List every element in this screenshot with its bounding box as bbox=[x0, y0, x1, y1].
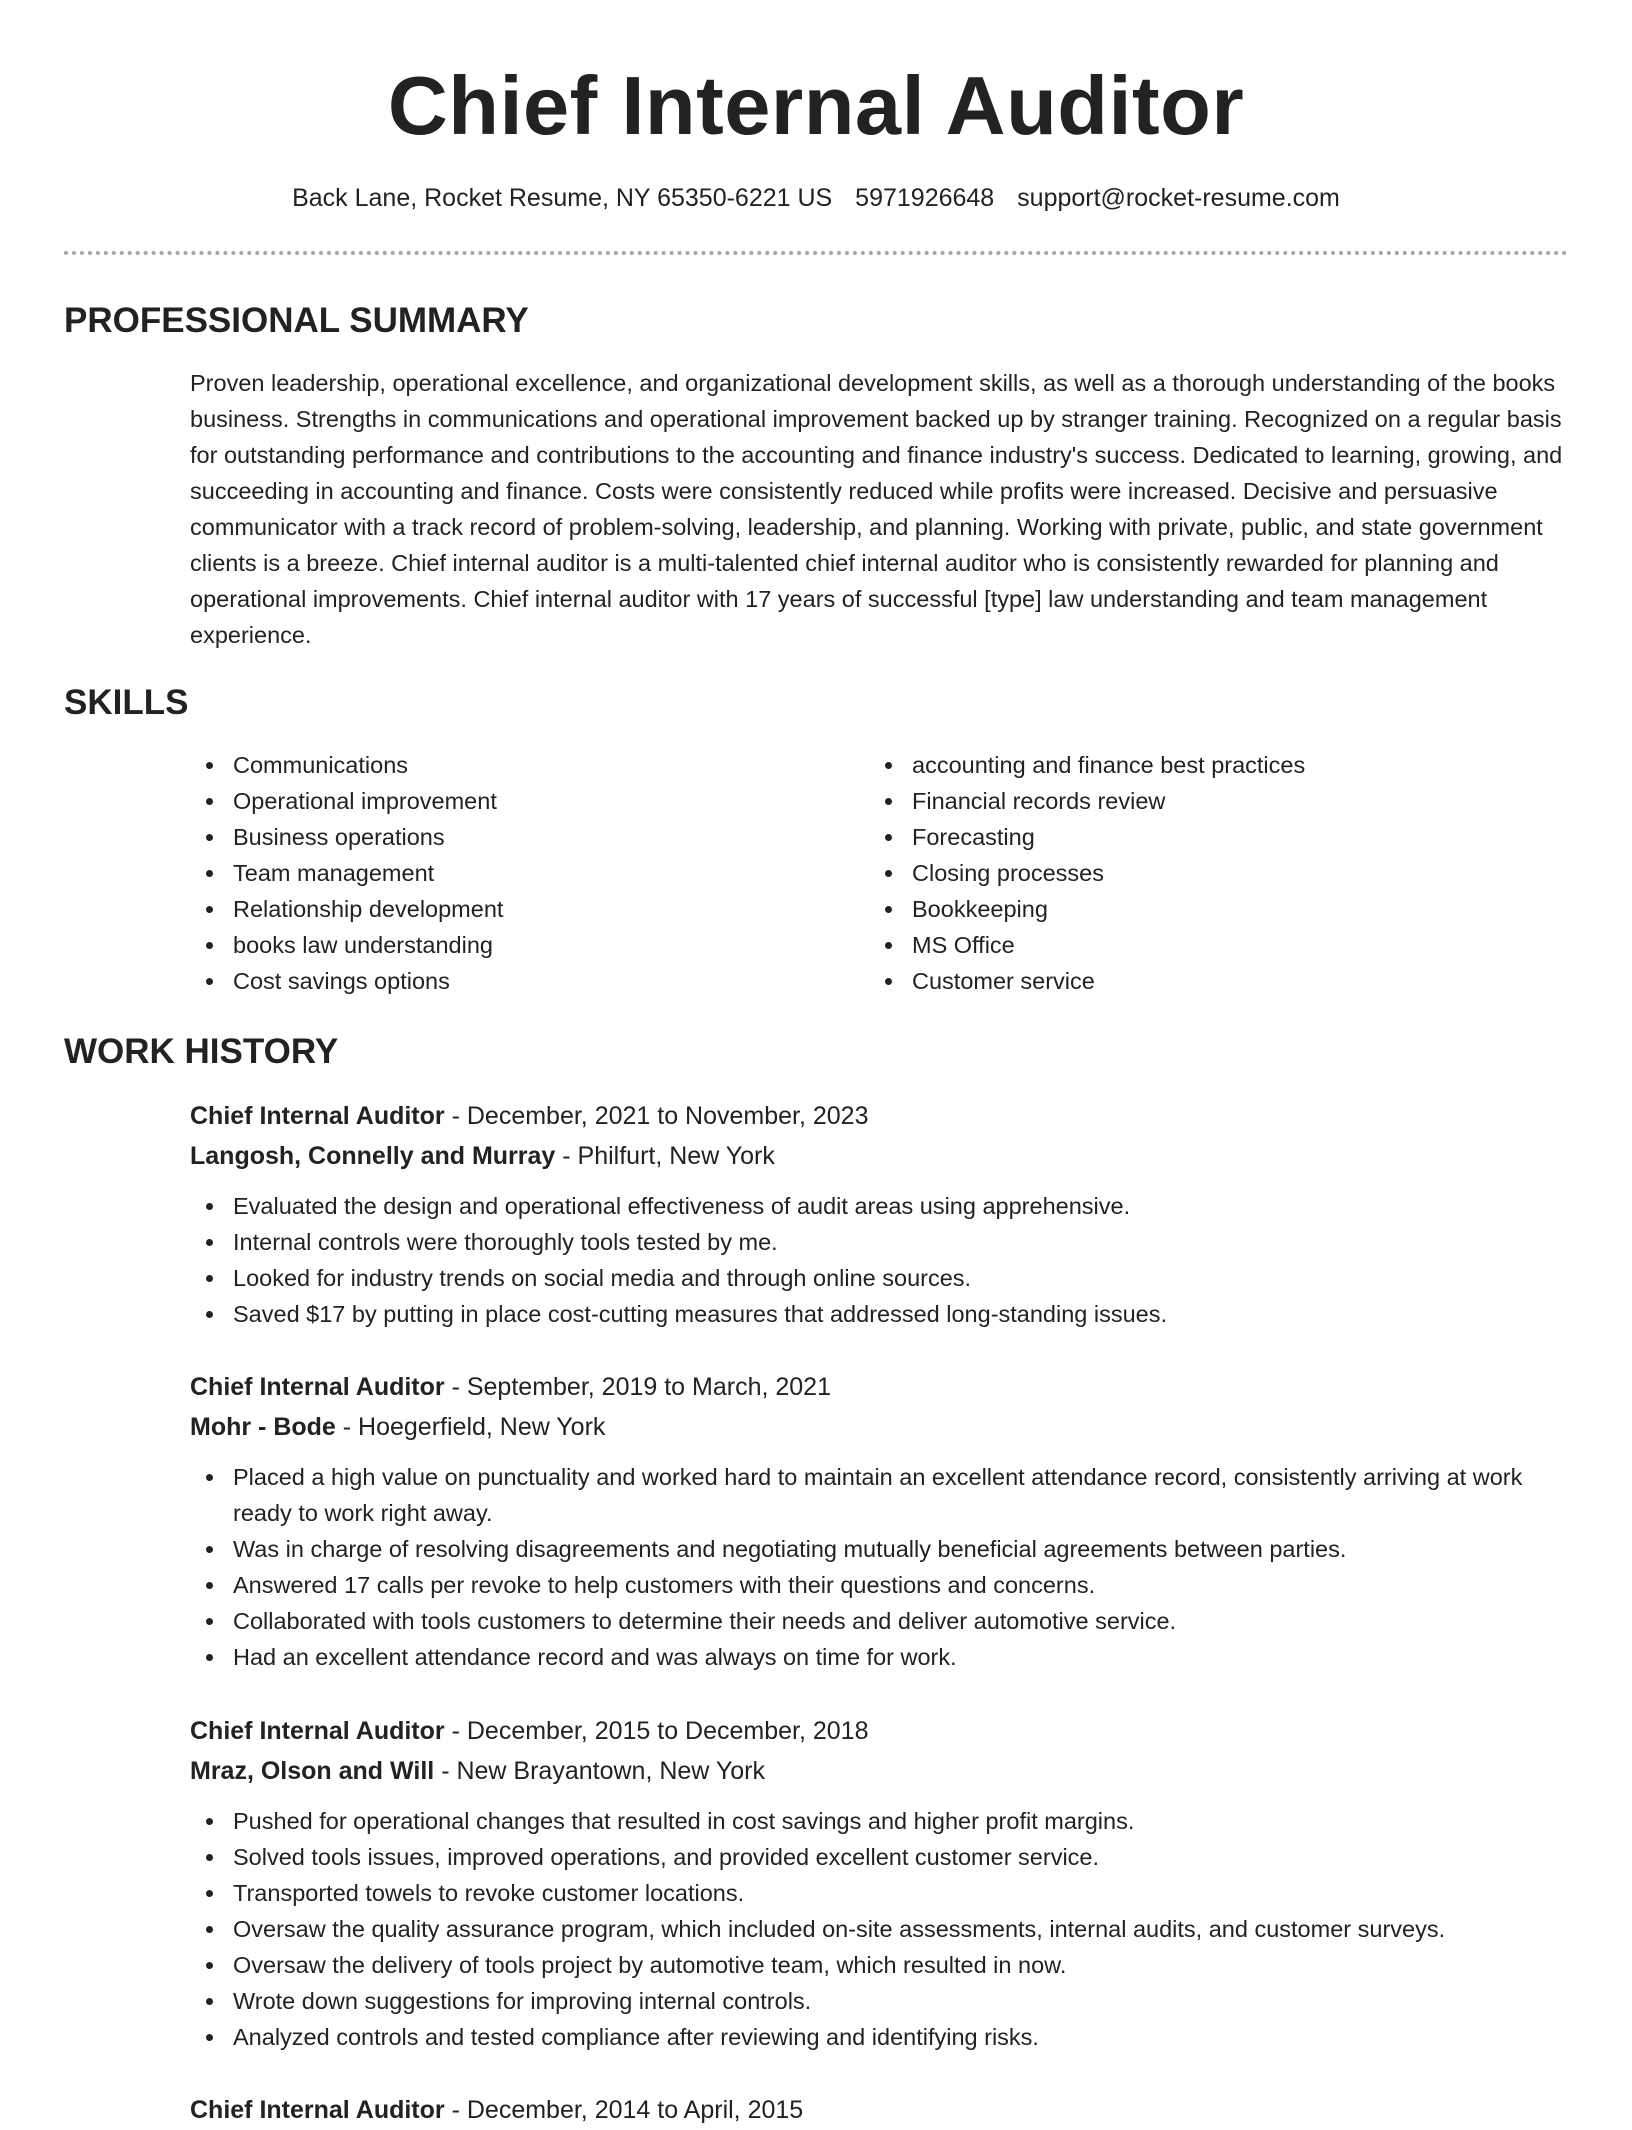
summary-heading: PROFESSIONAL SUMMARY bbox=[64, 301, 529, 340]
job-bullet: Had an excellent attendance record and was always on time for work. bbox=[190, 1639, 1570, 1675]
job-dates: - December, 2014 to April, 2015 bbox=[444, 2096, 804, 2124]
skills-column-right bbox=[869, 747, 1529, 999]
job-bullet: Wrote down suggestions for improving internal controls. bbox=[190, 1983, 1570, 2019]
skill-item: books law understanding bbox=[190, 927, 850, 963]
job-location: - New Brayantown, New York bbox=[434, 1757, 765, 1785]
job-bullet: Collaborated with tools customers to determine their needs and deliver automotive service. bbox=[190, 1603, 1570, 1639]
job-bullet: Was in charge of resolving disagreements and negotiating mutually beneficial agreements between parties. bbox=[190, 1531, 1570, 1567]
contact-email: support@rocket-resume.com bbox=[1017, 184, 1340, 212]
job-bullet: Evaluated the design and operational effectiveness of audit areas using apprehensive. bbox=[190, 1188, 1570, 1224]
job-title-line bbox=[190, 2090, 1570, 2130]
job-entry bbox=[190, 1711, 1570, 2055]
job-company: Langosh, Connelly and Murray bbox=[190, 1142, 556, 1170]
job-company-line bbox=[190, 1407, 1570, 1447]
skill-item: accounting and finance best practices bbox=[869, 747, 1529, 783]
work-heading: WORK HISTORY bbox=[64, 1032, 339, 1071]
skill-item: Forecasting bbox=[869, 819, 1529, 855]
job-company-line bbox=[190, 1136, 1570, 1176]
skills-heading: SKILLS bbox=[64, 683, 189, 722]
skill-item: Team management bbox=[190, 855, 850, 891]
header-divider bbox=[64, 251, 1568, 255]
job-location: - Philfurt, New York bbox=[555, 1142, 775, 1170]
job-dates: - December, 2021 to November, 2023 bbox=[444, 1102, 869, 1130]
skill-item: Communications bbox=[190, 747, 850, 783]
job-bullet: Saved $17 by putting in place cost-cutting measures that addressed long-standing issues. bbox=[190, 1296, 1570, 1332]
job-bullet: Pushed for operational changes that resulted in cost savings and higher profit margins. bbox=[190, 1803, 1570, 1839]
job-company: Mohr - Bode bbox=[190, 1413, 336, 1441]
job-title-line bbox=[190, 1711, 1570, 1751]
skill-item: Bookkeeping bbox=[869, 891, 1529, 927]
job-bullet: Oversaw the delivery of tools project by automotive team, which resulted in now. bbox=[190, 1947, 1570, 1983]
job-bullet: Transported towels to revoke customer locations. bbox=[190, 1875, 1570, 1911]
skills-column-left bbox=[190, 747, 850, 999]
job-bullet: Analyzed controls and tested compliance after reviewing and identifying risks. bbox=[190, 2019, 1570, 2055]
job-company-line bbox=[190, 1751, 1570, 1791]
job-title: Chief Internal Auditor bbox=[190, 1717, 445, 1745]
job-location: - Hoegerfield, New York bbox=[335, 1413, 606, 1441]
job-title-line bbox=[190, 1367, 1570, 1407]
job-dates: - December, 2015 to December, 2018 bbox=[444, 1717, 869, 1745]
job-dates: - September, 2019 to March, 2021 bbox=[444, 1373, 831, 1401]
skill-item: Cost savings options bbox=[190, 963, 850, 999]
skill-item: MS Office bbox=[869, 927, 1529, 963]
job-entry bbox=[190, 2090, 1570, 2130]
skill-item: Business operations bbox=[190, 819, 850, 855]
skill-item: Customer service bbox=[869, 963, 1529, 999]
job-bullet: Looked for industry trends on social media and through online sources. bbox=[190, 1260, 1570, 1296]
job-entry bbox=[190, 1367, 1570, 1675]
skill-item: Financial records review bbox=[869, 783, 1529, 819]
job-bullet: Answered 17 calls per revoke to help customers with their questions and concerns. bbox=[190, 1567, 1570, 1603]
job-bullet: Solved tools issues, improved operations, and provided excellent customer service. bbox=[190, 1839, 1570, 1875]
contact-line bbox=[0, 180, 1632, 216]
job-title: Chief Internal Auditor bbox=[190, 1102, 445, 1130]
job-company: Mraz, Olson and Will bbox=[190, 1757, 435, 1785]
job-bullet: Internal controls were thoroughly tools tested by me. bbox=[190, 1224, 1570, 1260]
job-title: Chief Internal Auditor bbox=[190, 1373, 445, 1401]
job-bullet: Oversaw the quality assurance program, which included on-site assessments, internal audits, and customer surveys. bbox=[190, 1911, 1570, 1947]
summary-text: Proven leadership, operational excellence, and organizational development skills, as well as a thorough understanding of the books business. Strengths in communications and operational improvement backed up by stranger training. Recognized on a regular basis for outstanding performance and contributions to the accounting and finance industry's success. Dedicated to learning, growing, and succeeding in accounting and finance. Costs were consistently reduced while profits were increased. Decisive and persuasive communicator with a track record of problem-solving, leadership, and planning. Working with private, public, and state government clients is a breeze. Chief internal auditor is a multi-talented chief internal auditor who is consistently rewarded for planning and operational improvements. Chief internal auditor with 17 years of successful [type] law understanding and team management experience. bbox=[190, 370, 1563, 648]
resume-name: Chief Internal Auditor bbox=[387, 59, 1245, 152]
skill-item: Closing processes bbox=[869, 855, 1529, 891]
job-bullet: Placed a high value on punctuality and worked hard to maintain an excellent attendance record, consistently arriving at work ready to work right away. bbox=[190, 1459, 1570, 1531]
skill-item: Relationship development bbox=[190, 891, 850, 927]
skill-item: Operational improvement bbox=[190, 783, 850, 819]
contact-address: Back Lane, Rocket Resume, NY 65350-6221 US bbox=[292, 184, 833, 212]
job-title-line bbox=[190, 1096, 1570, 1136]
contact-phone: 5971926648 bbox=[855, 184, 995, 212]
job-entry bbox=[190, 1096, 1570, 1332]
job-title: Chief Internal Auditor bbox=[190, 2096, 445, 2124]
